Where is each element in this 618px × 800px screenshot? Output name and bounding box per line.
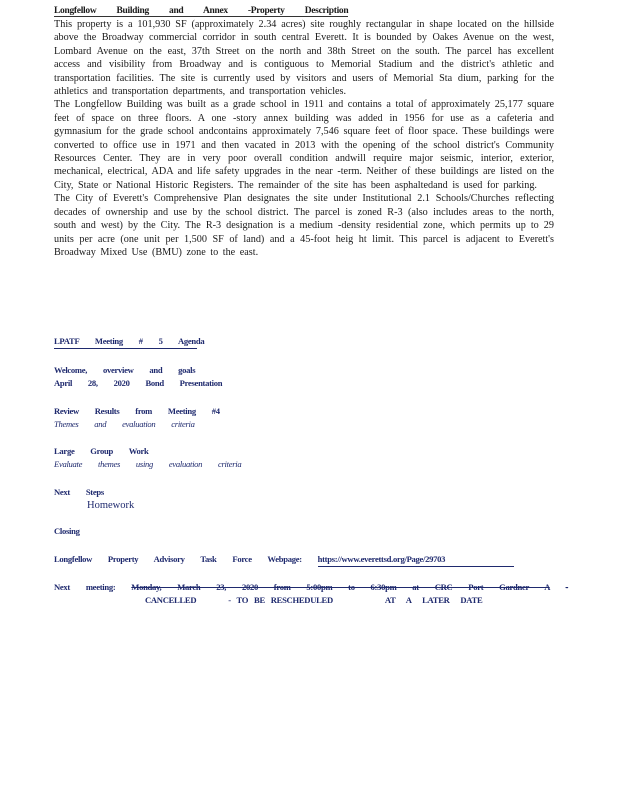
agenda-next-meeting-row: Next meeting: Monday, March 23, 2020 from 5:00pm to 6:30pm at CRC Port Gardner A - xyxy=(54,582,569,592)
rescheduled-note: - TO BE RESCHEDULED xyxy=(228,595,333,605)
next-meeting-struck: Monday, March 23, 2020 from 5:00pm to 6:30pm at CRC Port Gardner A xyxy=(131,582,550,592)
agenda-item-next-steps: Next Steps xyxy=(54,487,104,497)
agenda-title: LPATF Meeting # 5 Agenda xyxy=(54,335,534,348)
agenda-item-review: Review Results from Meeting #4 xyxy=(54,406,220,416)
document-page xyxy=(54,0,554,259)
agenda-item-review-sub: Themes and evaluation criteria xyxy=(54,419,195,429)
cancelled-label: CANCELLED xyxy=(145,595,197,605)
agenda-item-welcome-sub: April 28, 2020 Bond Presentation xyxy=(54,378,223,388)
later-date-note: AT A LATER DATE xyxy=(384,595,483,605)
agenda-next-meeting-status xyxy=(54,594,534,607)
next-meeting-label: Next meeting: xyxy=(54,582,116,592)
agenda-item-welcome: Welcome, overview and goals xyxy=(54,365,196,375)
agenda-item-closing: Closing xyxy=(54,526,80,536)
agenda-webpage-row: Longfellow Property Advisory Task Force Webpage: https://www.everettsd.org/Page/29703 xyxy=(54,553,534,566)
agenda-item-homework: Homework xyxy=(87,500,135,511)
agenda-item-large-group-sub: Evaluate themes using evaluation criteria xyxy=(54,459,242,469)
paragraph-zoning: The City of Everett's Comprehensive Plan designates the site under Institutional 2.1 Schools/Churches reflecting decades of ownership and use by the school district. The parcel is zoned R-3 (also includes areas to the north, south and west) by the City. The R-3 designation is a medium -density residential zone, which permits up to 29 units per acre (one unit per 1,500 SF of land) and a 45-foot heig ht limit. This parcel is adjacent to Everett's Broadway Mixed Use (BMU) zone to the east. xyxy=(54,193,554,258)
page-heading: Longfellow Building and Annex -Property Description xyxy=(54,6,349,16)
webpage-link[interactable]: https://www.everettsd.org/Page/29703 xyxy=(318,553,514,567)
agenda-item-large-group: Large Group Work xyxy=(54,446,149,456)
agenda-section xyxy=(54,335,569,607)
paragraph-building: The Longfellow Building was built as a grade school in 1911 and contains a total of approximately 25,177 square feet of space on three floors. A one -story annex building was added in 1956 for use as a cafeteria and gymnasium for the grade school andcontains approximately 7,546 square feet of floor space. These buildings were converted to office use in 1971 and then vacated in 2013 with the opening of the school district's Community Resources Center. They are in very poor overall condition andwill require major seismic, interior, exterior, mechanical, electrical, ADA and life safety upgrades in the near -term. Neither of these buildings are listed on the City, State or National Historic Registers. The remainder of the site has been asphaltedand is used for parking. xyxy=(54,99,554,191)
paragraph-property: This property is a 101,930 SF (approximately 2.34 acres) site roughly rectangular in shape located on the hillside above the Broadway commercial corridor in south central Everett. It is bounded by Oakes Avenue on the west, Lombard Avenue on the east, 37th Street on the north and 38th Street on the south. The parcel has excellent access and visibility from Broadway and is contiguous to Memorial Stadium and the district's athletic and transportation facilities. The site is currently used by visitors and users of Memorial Sta dium, parking for the athletics and transportation departments, and transportation vehicles. xyxy=(54,19,554,98)
